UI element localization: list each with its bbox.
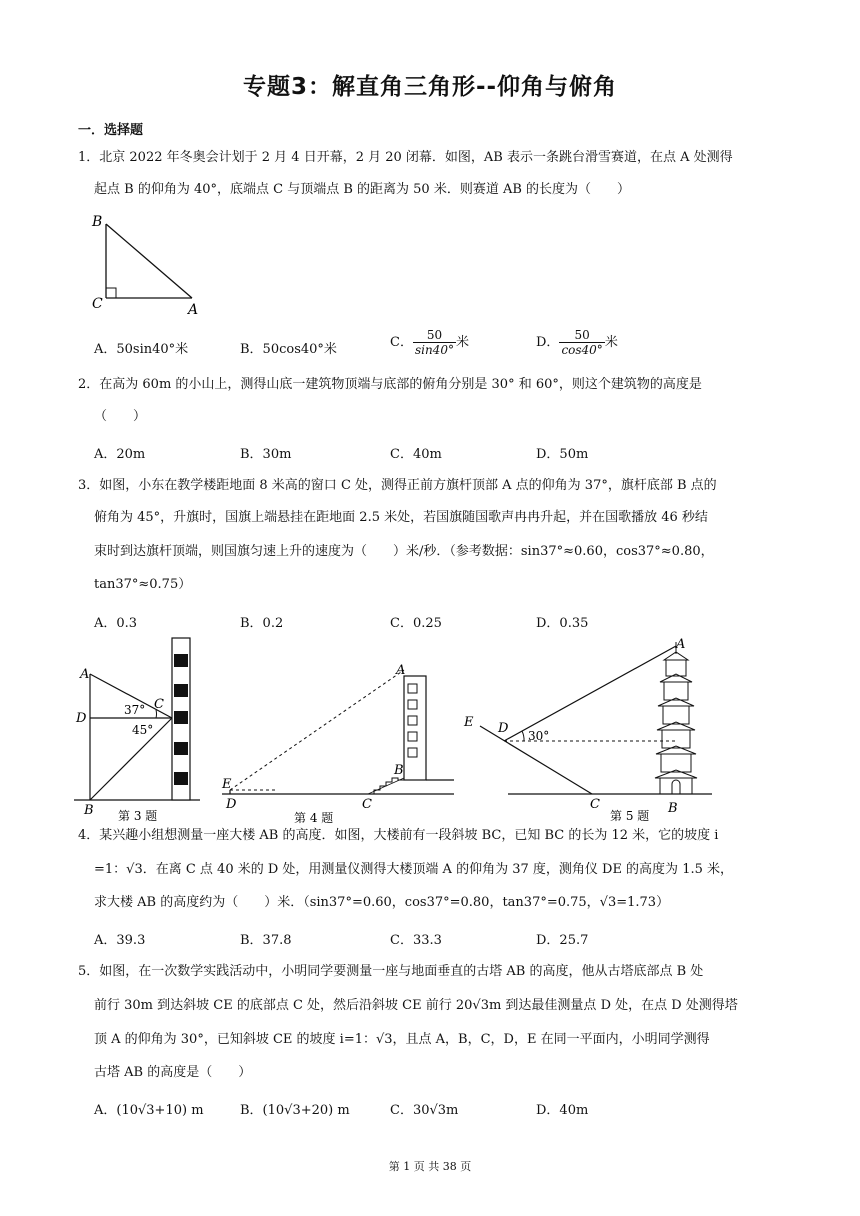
q2-option-a: A．20m <box>94 447 146 462</box>
q4-option-c: C．33.3 <box>390 933 442 948</box>
q4-line-2: =1：√3．在离 C 点 40 米的 D 处，用测量仪测得大楼顶端 A 的仰角为 37 度，测角仪 DE 的高度为 1.5 米， <box>94 862 733 877</box>
pagoda-icon <box>655 642 697 794</box>
q5-option-b: B．(10√3+20) m <box>240 1103 350 1118</box>
fig3-angle-37: 37° <box>124 703 146 717</box>
figure-4 <box>218 660 458 826</box>
fig3-label-c: C <box>154 697 164 712</box>
fig1-label-c: C <box>92 296 103 312</box>
q1-option-c: C． $\frac{50}{\sin 40^\circ}$ 米 <box>390 328 469 357</box>
q3-option-d: D．0.35 <box>536 616 589 631</box>
q1-option-d: D． $\frac{50}{\cos 40^\circ}$ 米 <box>536 328 618 357</box>
q2-line-2: （ ） <box>94 409 147 424</box>
q5-option-a: A．(10√3+10) m <box>94 1103 204 1118</box>
fig4-label-a: A <box>396 663 406 678</box>
fig3-label-d: D <box>76 711 87 726</box>
fig4-label-d: D <box>226 797 237 812</box>
fig3-caption: 第 3 题 <box>118 809 158 823</box>
fig1-label-a: A <box>188 302 199 318</box>
fig5-label-c: C <box>590 797 600 812</box>
q4-line-1: 4．某兴趣小组想测量一座大楼 AB 的高度．如图，大楼前有一段斜坡 BC，已知 BC 的长为 12 米，它的坡度 i <box>78 828 719 843</box>
fig5-label-e: E <box>464 715 474 730</box>
page-title: 专题3：解直角三角形--仰角与俯角 <box>242 74 618 100</box>
fig5-label-a: A <box>676 637 686 652</box>
section-heading: 一．选择题 <box>78 123 144 138</box>
q3-line-3: 束时到达旗杆顶端，则国旗匀速上升的速度为（ ）米/秒．（参考数据：sin37°≈0.60，cos37°≈0.80， <box>94 544 714 559</box>
fig3-label-b: B <box>84 803 94 818</box>
q2-option-c: C．40m <box>390 447 442 462</box>
q3-option-b: B．0.2 <box>240 616 284 631</box>
q1-line-2: 起点 B 的仰角为 40°，底端点 C 与顶端点 B 的距离为 50 米．则赛道 AB 的长度为（ ） <box>94 182 631 197</box>
q2-option-b: B．30m <box>240 447 292 462</box>
fig4-label-e: E <box>222 777 232 792</box>
fig1-label-b: B <box>92 214 103 230</box>
q3-line-1: 3．如图，小东在教学楼距地面 8 米高的窗口 C 处，测得正前方旗杆顶部 A 点的仰角为 37°，旗杆底部 B 点的 <box>78 478 717 493</box>
fig4-caption: 第 4 题 <box>294 811 334 825</box>
q5-option-d: D．40m <box>536 1103 589 1118</box>
q4-option-b: B．37.8 <box>240 933 292 948</box>
q2-line-1: 2．在高为 60m 的小山上，测得山底一建筑物顶端与底部的俯角分别是 30° 和 60°，则这个建筑物的高度是 <box>78 377 702 392</box>
q5-line-3: 顶 A 的仰角为 30°，已知斜坡 CE 的坡度 i=1：√3，且点 A，B，C，D，E 在同一平面内，小明同学测得 <box>94 1032 710 1047</box>
figure-3 <box>70 634 210 824</box>
q3-line-4: tan37°≈0.75） <box>94 577 192 592</box>
fig5-angle-30: 30° <box>528 729 550 743</box>
q4-option-a: A．39.3 <box>94 933 146 948</box>
q3-line-2: 俯角为 45°，升旗时，国旗上端悬挂在距地面 2.5 米处，若国旗随国歌声冉冉升起，并在国歌播放 46 秒结 <box>94 510 708 525</box>
q3-option-a: A．0.3 <box>94 616 138 631</box>
fig3-label-a: A <box>80 667 90 682</box>
q5-line-4: 古塔 AB 的高度是（ ） <box>94 1065 252 1080</box>
fig4-label-b: B <box>394 763 404 778</box>
figure-5 <box>460 634 720 826</box>
fig5-caption: 第 5 题 <box>610 809 650 823</box>
page-footer: 第 1 页 共 38 页 <box>388 1160 472 1173</box>
q3-option-c: C．0.25 <box>390 616 442 631</box>
fig3-angle-45: 45° <box>132 723 154 737</box>
q2-option-d: D．50m <box>536 447 589 462</box>
q1-line-1: 1．北京 2022 年冬奥会计划于 2 月 4 日开幕，2 月 20 闭幕．如图，AB 表示一条跳台滑雪赛道，在点 A 处测得 <box>78 150 733 165</box>
q1-option-a: A．50sin40°米 <box>94 342 189 357</box>
q4-line-3: 求大楼 AB 的高度约为（ ）米．（sin37°=0.60，cos37°=0.80，tan37°=0.75，√3=1.73） <box>94 895 670 910</box>
fig5-label-b: B <box>668 801 678 816</box>
q5-option-c: C．30√3m <box>390 1103 459 1118</box>
q5-line-2: 前行 30m 到达斜坡 CE 的底部点 C 处，然后沿斜坡 CE 前行 20√3m 到达最佳测量点 D 处，在点 D 处测得塔 <box>94 998 738 1013</box>
fig5-label-d: D <box>498 721 509 736</box>
q4-option-d: D．25.7 <box>536 933 589 948</box>
fig4-label-c: C <box>362 797 372 812</box>
q5-line-1: 5．如图，在一次数学实践活动中，小明同学要测量一座与地面垂直的古塔 AB 的高度，他从古塔底部点 B 处 <box>78 964 704 979</box>
q1-option-b: B．50cos40°米 <box>240 342 337 357</box>
figure-1 <box>88 208 208 318</box>
